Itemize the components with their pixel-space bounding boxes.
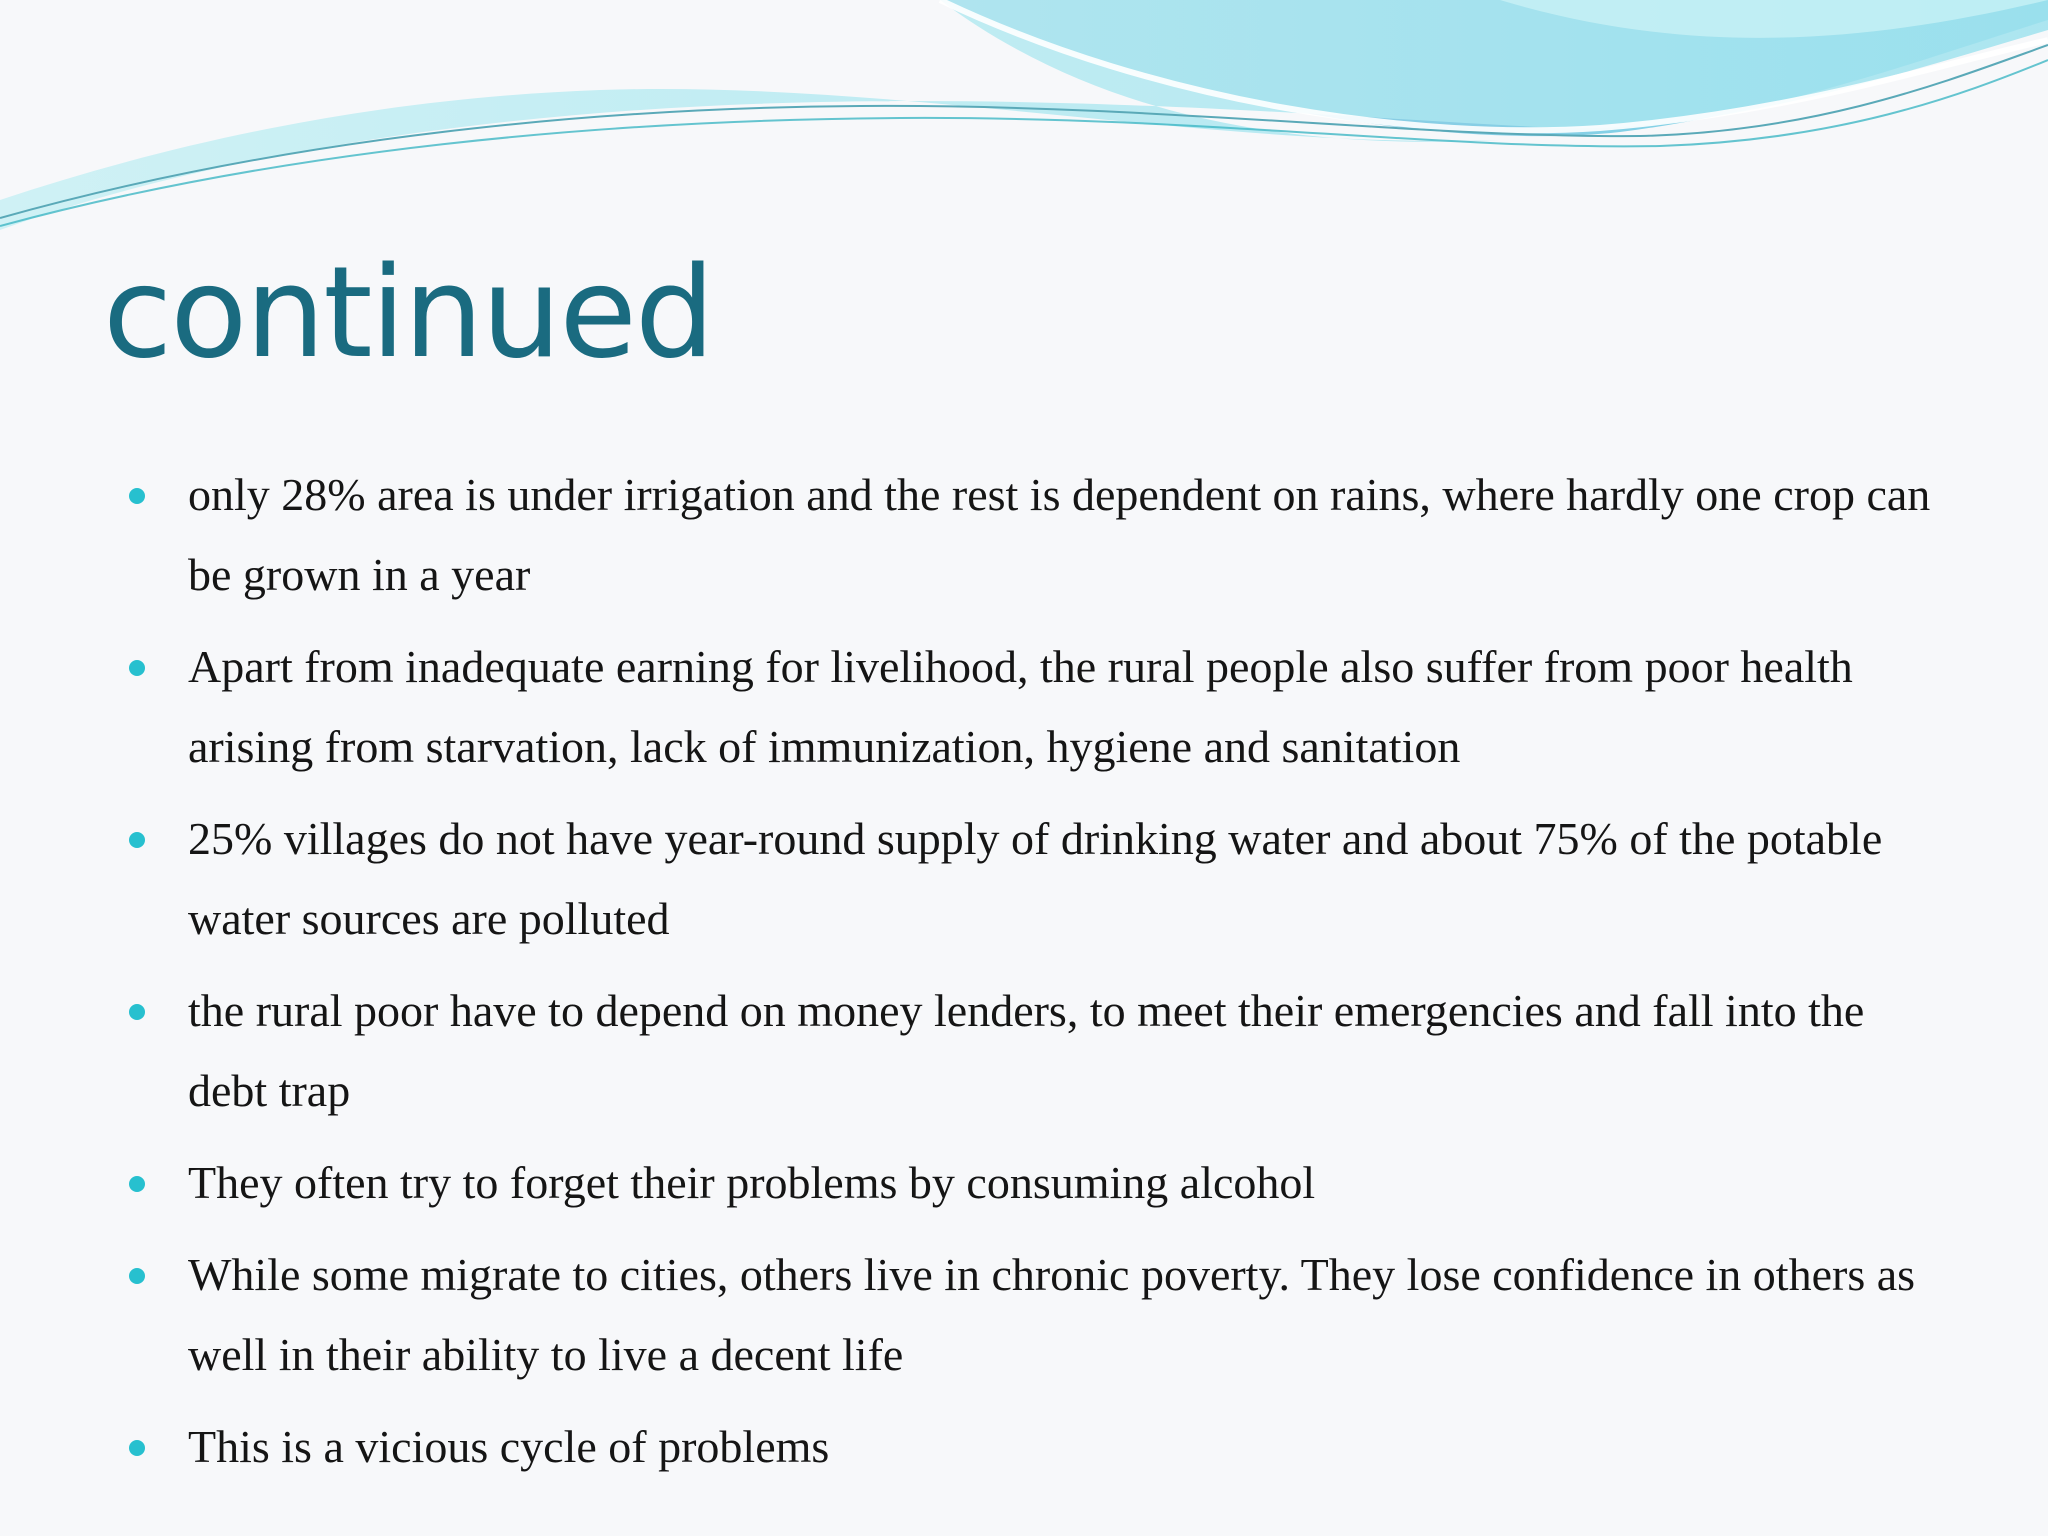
bullet-text: While some migrate to cities, others live in chronic poverty. They lose confidence in others as well in their ability to live a decent life xyxy=(188,1249,1916,1380)
bullet-item xyxy=(0,455,1948,615)
bullet-dot-icon xyxy=(129,488,145,504)
bullet-text: only 28% area is under irrigation and the rest is dependent on rains, where hardly one crop can be grown in a year xyxy=(188,469,1931,600)
bullet-dot-icon xyxy=(129,1268,145,1284)
bullet-item xyxy=(0,799,1948,959)
bullet-item xyxy=(0,971,1948,1131)
bullet-item xyxy=(0,1407,1948,1487)
bullet-item xyxy=(0,1143,1948,1223)
bullet-dot-icon xyxy=(129,660,145,676)
bullet-item xyxy=(0,1235,1948,1395)
bullet-item xyxy=(0,627,1948,787)
bullet-dot-icon xyxy=(129,1176,145,1192)
bullet-text: the rural poor have to depend on money lenders, to meet their emergencies and fall into the debt trap xyxy=(188,985,1865,1116)
bullet-text: Apart from inadequate earning for livelihood, the rural people also suffer from poor health arising from starvation, lack of immunization, hygiene and sanitation xyxy=(188,641,1853,772)
bullet-text: 25% villages do not have year-round supply of drinking water and about 75% of the potable water sources are polluted xyxy=(188,813,1883,944)
bullet-dot-icon xyxy=(129,1440,145,1456)
bullet-dot-icon xyxy=(129,832,145,848)
bullet-text: This is a vicious cycle of problems xyxy=(188,1421,830,1472)
bullet-list xyxy=(0,455,2048,1499)
slide-title: continued xyxy=(103,239,713,386)
bullet-text: They often try to forget their problems by consuming alcohol xyxy=(188,1157,1316,1208)
bullet-dot-icon xyxy=(129,1004,145,1020)
header-wave-decoration xyxy=(0,0,2048,240)
